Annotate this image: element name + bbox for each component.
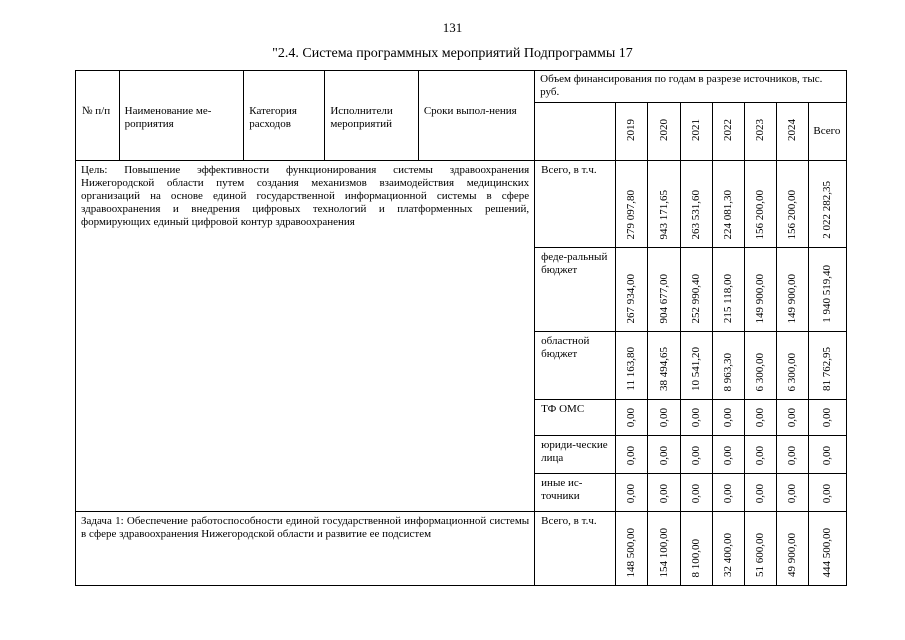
header-year: 2020 — [648, 103, 680, 161]
source-label: Всего, в т.ч. — [535, 161, 616, 248]
header-year: 2023 — [745, 103, 777, 161]
value-cell: 0,00 — [777, 474, 809, 512]
value-cell: 154 100,00 — [648, 512, 680, 586]
value-cell: 0,00 — [616, 436, 648, 474]
header-terms: Сроки выпол-нения — [418, 71, 534, 161]
source-label: ТФ ОМС — [535, 400, 616, 436]
value-cell: 224 081,30 — [712, 161, 744, 248]
value-cell-total: 444 500,00 — [809, 512, 847, 586]
value-cell: 0,00 — [745, 436, 777, 474]
value-cell: 0,00 — [745, 474, 777, 512]
program-measures-table — [75, 70, 847, 586]
value-cell: 215 118,00 — [712, 248, 744, 332]
header-year: 2019 — [616, 103, 648, 161]
value-cell: 279 097,80 — [616, 161, 648, 248]
value-cell-total: 81 762,95 — [809, 332, 847, 400]
value-cell: 38 494,65 — [648, 332, 680, 400]
value-cell: 0,00 — [712, 474, 744, 512]
header-name: Наименование ме-роприятия — [119, 71, 244, 161]
value-cell: 0,00 — [680, 436, 712, 474]
value-cell-total: 0,00 — [809, 474, 847, 512]
value-cell: 6 300,00 — [745, 332, 777, 400]
value-cell: 0,00 — [680, 400, 712, 436]
value-cell: 0,00 — [712, 400, 744, 436]
value-cell: 0,00 — [777, 400, 809, 436]
value-cell: 156 200,00 — [745, 161, 777, 248]
source-label: феде-ральный бюджет — [535, 248, 616, 332]
value-cell: 8 100,00 — [680, 512, 712, 586]
header-total: Всего — [809, 103, 847, 161]
section-title: "2.4. Система программных мероприятий Подпрограммы 17 — [272, 46, 633, 61]
source-label: иные ис-точники — [535, 474, 616, 512]
value-cell: 263 531,60 — [680, 161, 712, 248]
value-cell: 32 400,00 — [712, 512, 744, 586]
value-cell: 0,00 — [616, 474, 648, 512]
value-cell: 156 200,00 — [777, 161, 809, 248]
value-cell-total: 2 022 282,35 — [809, 161, 847, 248]
page-number: 131 — [442, 20, 463, 35]
header-num: № п/п — [76, 71, 120, 161]
task-text: Задача 1: Обеспечение работоспособности единой государственной информационной системы в сфере здравоохранения Нижегородской области и развитие ее подсистем — [76, 512, 535, 586]
value-cell: 0,00 — [648, 474, 680, 512]
value-cell-total: 0,00 — [809, 436, 847, 474]
header-year: 2022 — [712, 103, 744, 161]
value-cell: 11 163,80 — [616, 332, 648, 400]
value-cell: 149 900,00 — [745, 248, 777, 332]
header-year: 2024 — [777, 103, 809, 161]
value-cell: 943 171,65 — [648, 161, 680, 248]
value-cell: 6 300,00 — [777, 332, 809, 400]
header-source-empty — [535, 103, 616, 161]
value-cell: 267 934,00 — [616, 248, 648, 332]
value-cell-total: 1 940 519,40 — [809, 248, 847, 332]
value-cell-total: 0,00 — [809, 400, 847, 436]
value-cell: 10 541,20 — [680, 332, 712, 400]
value-cell: 0,00 — [616, 400, 648, 436]
value-cell: 0,00 — [680, 474, 712, 512]
value-cell: 0,00 — [777, 436, 809, 474]
header-category: Категория расходов — [244, 71, 325, 161]
value-cell: 252 990,40 — [680, 248, 712, 332]
source-label: Всего, в т.ч. — [535, 512, 616, 586]
value-cell: 51 600,00 — [745, 512, 777, 586]
value-cell: 149 900,00 — [777, 248, 809, 332]
goal-text: Цель: Повышение эффективности функционирования системы здравоохранения Нижегородской области путем создания механизмов взаимодействия медицинских организаций на основе единой государственной информационной системы в сфере здравоохранения и внедрения цифровых технологий и платформенных решений, формирующих единый цифровой контур здравоохранения — [76, 161, 535, 512]
value-cell: 0,00 — [648, 436, 680, 474]
value-cell: 8 963,30 — [712, 332, 744, 400]
header-executors: Исполнители мероприятий — [325, 71, 419, 161]
value-cell: 904 677,00 — [648, 248, 680, 332]
value-cell: 0,00 — [745, 400, 777, 436]
source-label: юриди-ческие лица — [535, 436, 616, 474]
value-cell: 49 900,00 — [777, 512, 809, 586]
value-cell: 0,00 — [648, 400, 680, 436]
source-label: областной бюджет — [535, 332, 616, 400]
value-cell: 0,00 — [712, 436, 744, 474]
value-cell: 148 500,00 — [616, 512, 648, 586]
header-year: 2021 — [680, 103, 712, 161]
header-financing: Объем финансирования по годам в разрезе источников, тыс. руб. — [535, 71, 847, 103]
